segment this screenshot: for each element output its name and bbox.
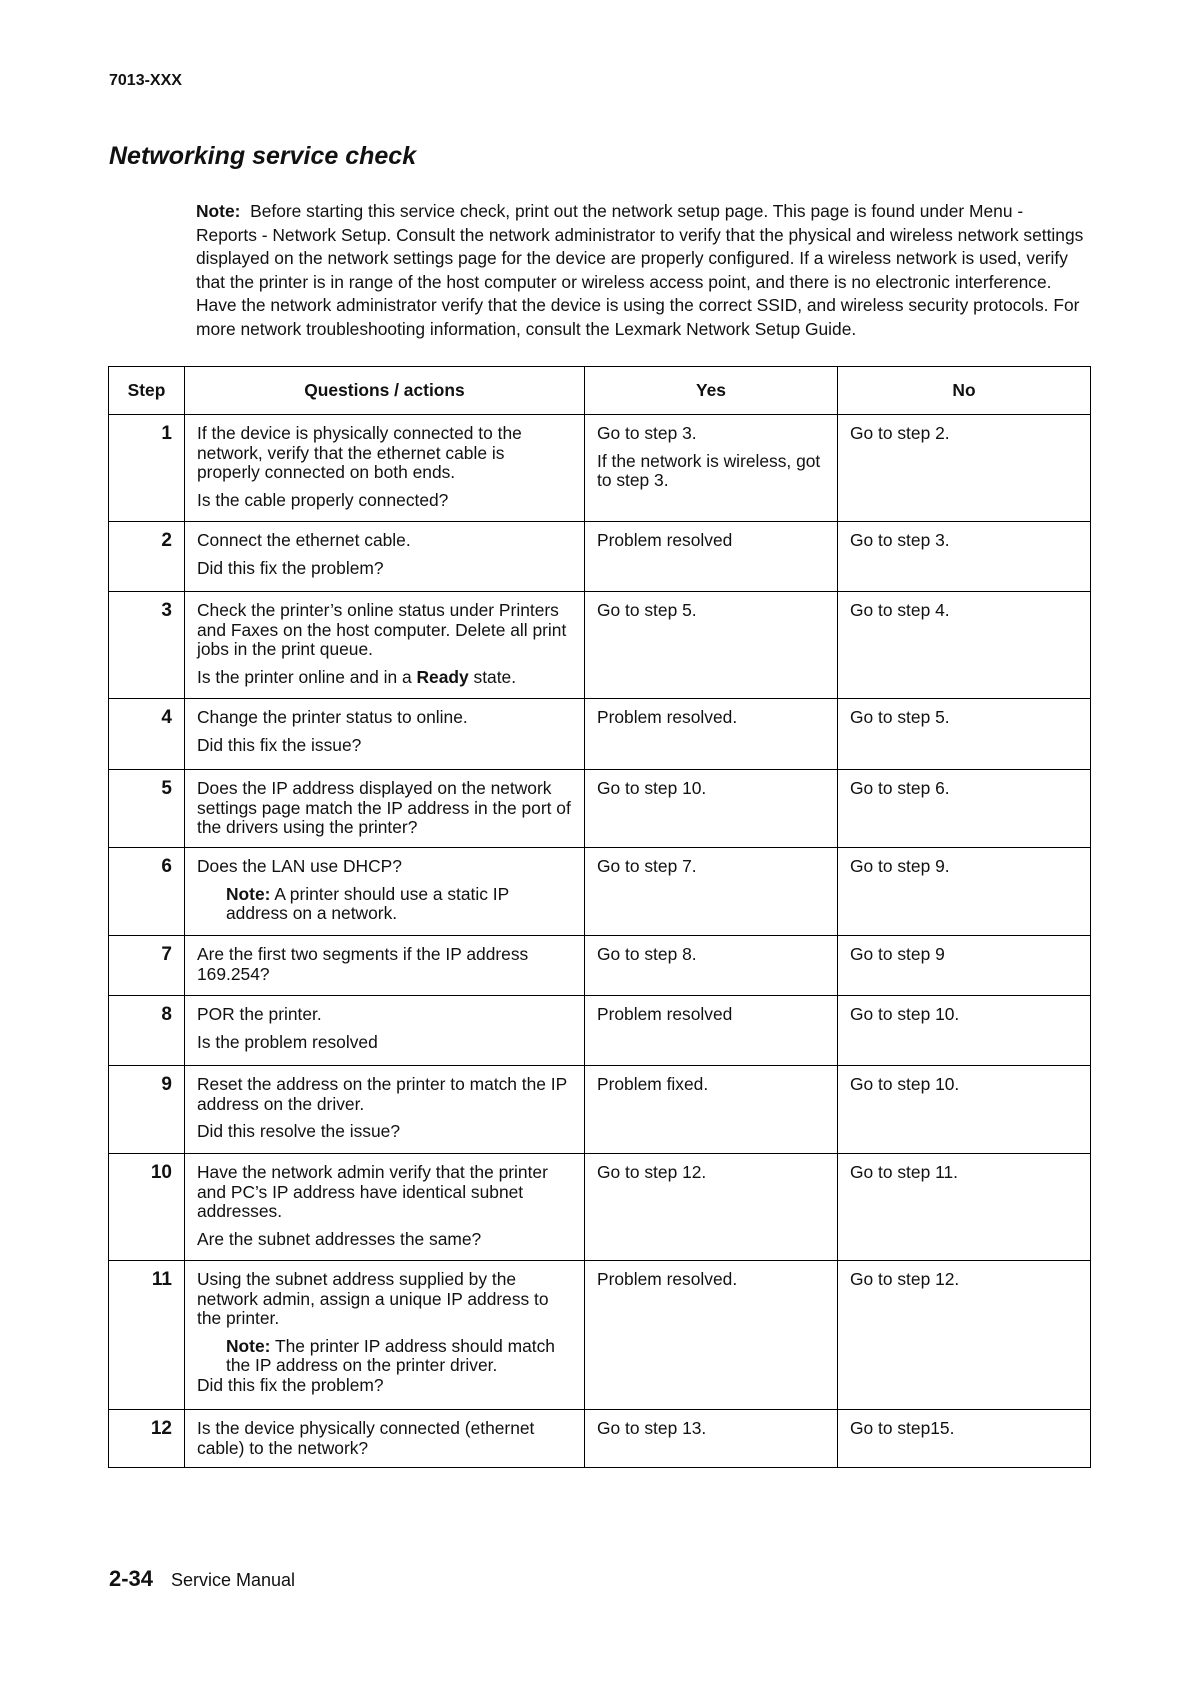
table-row (109, 770, 1091, 848)
table-header-row (109, 367, 1091, 415)
step-number: 3 (109, 592, 185, 699)
no-cell: Go to step 3. (838, 522, 1091, 592)
question-text: Are the subnet addresses the same? (197, 1228, 482, 1249)
page-number: 2-34 (109, 1566, 154, 1591)
yes-cell: Go to step 12. (585, 1154, 838, 1261)
yes-cell: Problem resolved (585, 996, 838, 1066)
step-number: 7 (109, 936, 185, 996)
step-number: 1 (109, 415, 185, 522)
question-cell (185, 415, 585, 522)
question-cell (185, 699, 585, 770)
note-label: Note: (226, 883, 271, 904)
yes-cell: Go to step 10. (585, 770, 838, 848)
yes-cell (585, 415, 838, 522)
yes-text: Go to step 3. (597, 423, 697, 443)
footer-label: Service Manual (171, 1570, 296, 1590)
table-row (109, 415, 1091, 522)
question-cell (185, 1066, 585, 1154)
table-row (109, 1154, 1091, 1261)
question-text: Does the LAN use DHCP? (197, 856, 402, 876)
question-cell (185, 936, 585, 996)
question-cell (185, 848, 585, 936)
intro-note (196, 200, 1086, 341)
question-cell (185, 1261, 585, 1410)
no-cell: Go to step 10. (838, 1066, 1091, 1154)
header-no: No (838, 367, 1091, 415)
step-number: 4 (109, 699, 185, 770)
question-text: Are the first two segments if the IP address 169.254? (197, 944, 529, 984)
yes-cell: Go to step 13. (585, 1410, 838, 1468)
question-text: If the device is physically connected to the network, verify that the ethernet cable is properly connected on both ends. (197, 423, 522, 482)
question-text: Does the IP address displayed on the network settings page match the IP address in the port of the drivers using the printer? (197, 778, 571, 837)
model-number: 7013-XXX (109, 72, 182, 89)
service-check-table (108, 366, 1091, 1468)
no-cell: Go to step 9. (838, 848, 1091, 936)
table-row (109, 1410, 1091, 1468)
table-row (109, 1261, 1091, 1410)
no-cell: Go to step 10. (838, 996, 1091, 1066)
table-row (109, 848, 1091, 936)
step-number: 10 (109, 1154, 185, 1261)
header-step: Step (109, 367, 185, 415)
question-text: Did this fix the issue? (197, 734, 362, 755)
question-text: Did this fix the problem? (197, 1374, 384, 1395)
step-number: 9 (109, 1066, 185, 1154)
no-cell: Go to step 9 (838, 936, 1091, 996)
table-row (109, 996, 1091, 1066)
no-cell: Go to step 2. (838, 415, 1091, 522)
question-text: Check the printer’s online status under Printers and Faxes on the host computer. Delete all print jobs in the print queue. (197, 600, 567, 659)
table-row (109, 936, 1091, 996)
question-text: Is the cable properly connected? (197, 489, 449, 510)
question-cell (185, 522, 585, 592)
question-text (197, 668, 572, 688)
table-row (109, 1066, 1091, 1154)
question-text: Using the subnet address supplied by the network admin, assign a unique IP address to the printer. (197, 1269, 549, 1328)
yes-cell: Go to step 8. (585, 936, 838, 996)
no-cell: Go to step 12. (838, 1261, 1091, 1410)
question-text: Is the device physically connected (ethernet cable) to the network? (197, 1418, 535, 1458)
step-number: 6 (109, 848, 185, 936)
header-questions: Questions / actions (185, 367, 585, 415)
question-text: Did this resolve the issue? (197, 1121, 400, 1141)
page-title: Networking service check (109, 142, 417, 170)
yes-text: If the network is wireless, got to step 3. (597, 450, 821, 490)
header-yes: Yes (585, 367, 838, 415)
note-text: Before starting this service check, print out the network setup page. This page is found under Menu - Reports - Network Setup. Consult the network administrator to verify that the physical and wireless network settings displayed on the network settings page for the device are properly configured. If a wireless network is used, verify that the printer is in range of the host computer or wireless access point, and there is no electronic interference. Have the network administrator verify that the device is using the correct SSID, and wireless security protocols. For more network troubleshooting information, consult the Lexmark Network Setup Guide. (196, 201, 1084, 339)
question-cell (185, 592, 585, 699)
no-cell: Go to step 4. (838, 592, 1091, 699)
question-text: Change the printer status to online. (197, 707, 468, 727)
no-cell: Go to step 5. (838, 699, 1091, 770)
question-text: Reset the address on the printer to match the IP address on the driver. (197, 1074, 567, 1114)
yes-cell: Go to step 7. (585, 848, 838, 936)
question-text-part: Is the printer online and in a (197, 666, 417, 687)
step-number: 11 (109, 1261, 185, 1410)
question-text-part: state. (468, 666, 517, 687)
note-label: Note: (226, 1335, 271, 1356)
question-text: Have the network admin verify that the printer and PC’s IP address have identical subnet addresses. (197, 1162, 548, 1221)
question-note (226, 885, 572, 924)
ready-state-label: Ready (416, 666, 469, 687)
no-cell: Go to step 6. (838, 770, 1091, 848)
yes-cell: Problem resolved (585, 522, 838, 592)
question-text: Is the problem resolved (197, 1031, 378, 1052)
question-text: Did this fix the problem? (197, 557, 384, 578)
step-number: 2 (109, 522, 185, 592)
question-cell (185, 770, 585, 848)
note-label: Note: (196, 201, 241, 221)
question-text: Connect the ethernet cable. (197, 530, 411, 550)
yes-cell: Go to step 5. (585, 592, 838, 699)
no-cell: Go to step15. (838, 1410, 1091, 1468)
step-number: 12 (109, 1410, 185, 1468)
table-row (109, 592, 1091, 699)
step-number: 8 (109, 996, 185, 1066)
question-cell (185, 1154, 585, 1261)
yes-cell: Problem resolved. (585, 699, 838, 770)
question-cell (185, 996, 585, 1066)
no-cell: Go to step 11. (838, 1154, 1091, 1261)
table-row (109, 699, 1091, 770)
question-cell (185, 1410, 585, 1468)
yes-cell: Problem fixed. (585, 1066, 838, 1154)
yes-cell: Problem resolved. (585, 1261, 838, 1410)
question-note (226, 1337, 572, 1376)
note-text: A printer should use a static IP address on a network. (226, 883, 509, 923)
question-text: POR the printer. (197, 1004, 322, 1024)
table-row (109, 522, 1091, 592)
note-text: The printer IP address should match the IP address on the printer driver. (226, 1335, 555, 1375)
step-number: 5 (109, 770, 185, 848)
